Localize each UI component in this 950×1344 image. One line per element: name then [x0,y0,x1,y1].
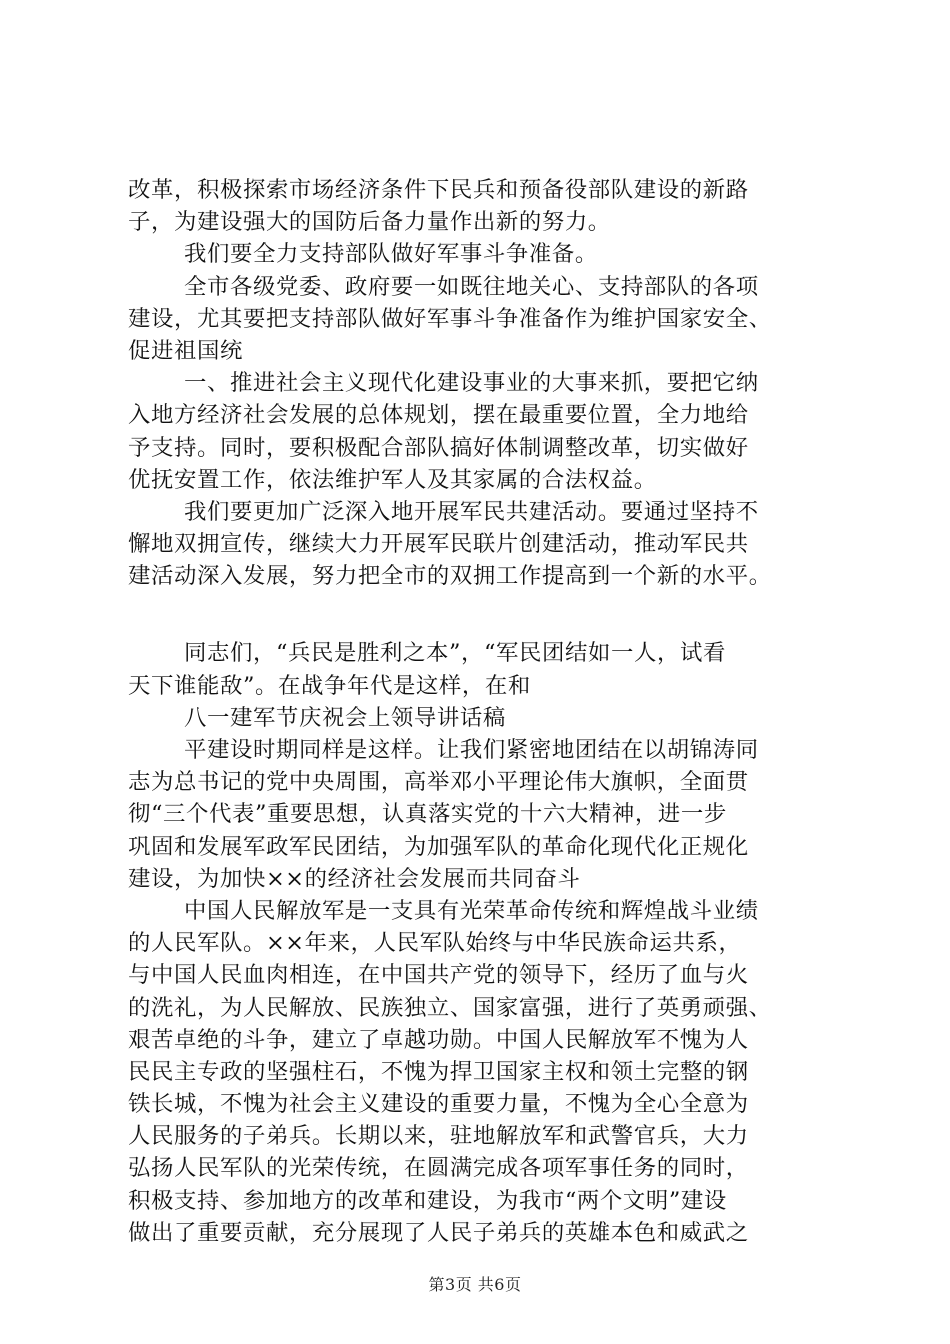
text-line: 优抚安置工作，依法维护军人及其家属的合法权益。 [128,466,657,493]
text-line: 同志们，“兵民是胜利之本”，“军民团结如一人，试看 [184,640,726,667]
text-line: 的洗礼，为人民解放、民族独立、国家富强，进行了英勇顽强、 [128,994,772,1021]
text-line: 建设，尤其要把支持部队做好军事斗争准备作为维护国家安全、 [128,305,772,332]
text-line: 中国人民解放军是一支具有光荣革命传统和辉煌战斗业绩 [184,897,759,924]
text-line: 我们要全力支持部队做好军事斗争准备。 [184,241,598,268]
document-body [128,174,828,1249]
text-line: 平建设时期同样是这样。让我们紧密地团结在以胡锦涛同 [184,737,759,763]
text-line: 建活动深入发展，努力把全市的双拥工作提高到一个新的水平。 [128,563,772,590]
text-line: 积极支持、参加地方的改革和建设，为我市“两个文明”建设 [128,1187,727,1214]
text-line: 懈地双拥宣传，继续大力开展军民联片创建活动，推动军民共 [128,531,749,558]
text-line: 一、推进社会主义现代化建设事业的大事来抓，要把它纳 [184,370,759,397]
text-line: 入地方经济社会发展的总体规划，摆在最重要位置，全力地给 [128,402,749,429]
text-line: 艰苦卓绝的斗争，建立了卓越功勋。中国人民解放军不愧为人 [128,1026,749,1053]
text-line: 八一建军节庆祝会上领导讲话稿 [184,704,506,731]
text-line: 做出了重要贡献，充分展现了人民子弟兵的英雄本色和威武之 [128,1219,749,1246]
page-number-footer: 第3页 共6页 [428,1275,522,1294]
text-line: 全市各级党委、政府要一如既往地关心、支持部队的各项 [184,273,759,300]
text-line: 巩固和发展军政军民团结，为加强军队的革命化现代化正规化 [128,833,749,860]
text-line: 民民主专政的坚强柱石，不愧为捍卫国家主权和领土完整的钢 [128,1058,749,1085]
text-line: 予支持。同时，要积极配合部队搞好体制调整改革，切实做好 [128,434,749,461]
text-line: 弘扬人民军队的光荣传统，在圆满完成各项军事任务的同时， [128,1155,749,1182]
text-line: 促进祖国统 [128,337,243,364]
text-line: 的人民军队。××年来，人民军队始终与中华民族命运共系， [128,930,742,957]
text-line: 彻“三个代表”重要思想，认真落实党的十六大精神，进一步 [128,801,727,828]
text-line: 建设，为加快××的经济社会发展而共同奋斗 [128,865,581,892]
text-line: 人民服务的子弟兵。长期以来，驻地解放军和武警官兵，大力 [128,1123,749,1150]
text-line: 子，为建设强大的国防后备力量作出新的努力。 [128,209,611,236]
text-line: 志为总书记的党中央周围，高举邓小平理论伟大旗帜，全面贯 [128,769,749,796]
text-line: 与中国人民血肉相连，在中国共产党的领导下，经历了血与火 [128,962,749,989]
text-line: 我们要更加广泛深入地开展军民共建活动。要通过坚持不 [184,498,759,525]
text-line: 改革，积极探索市场经济条件下民兵和预备役部队建设的新路 [128,177,749,203]
text-line: 铁长城，不愧为社会主义建设的重要力量，不愧为全心全意为 [128,1091,749,1118]
text-line: 天下谁能敌”。在战争年代是这样，在和 [128,672,531,699]
blank-line [128,592,828,637]
